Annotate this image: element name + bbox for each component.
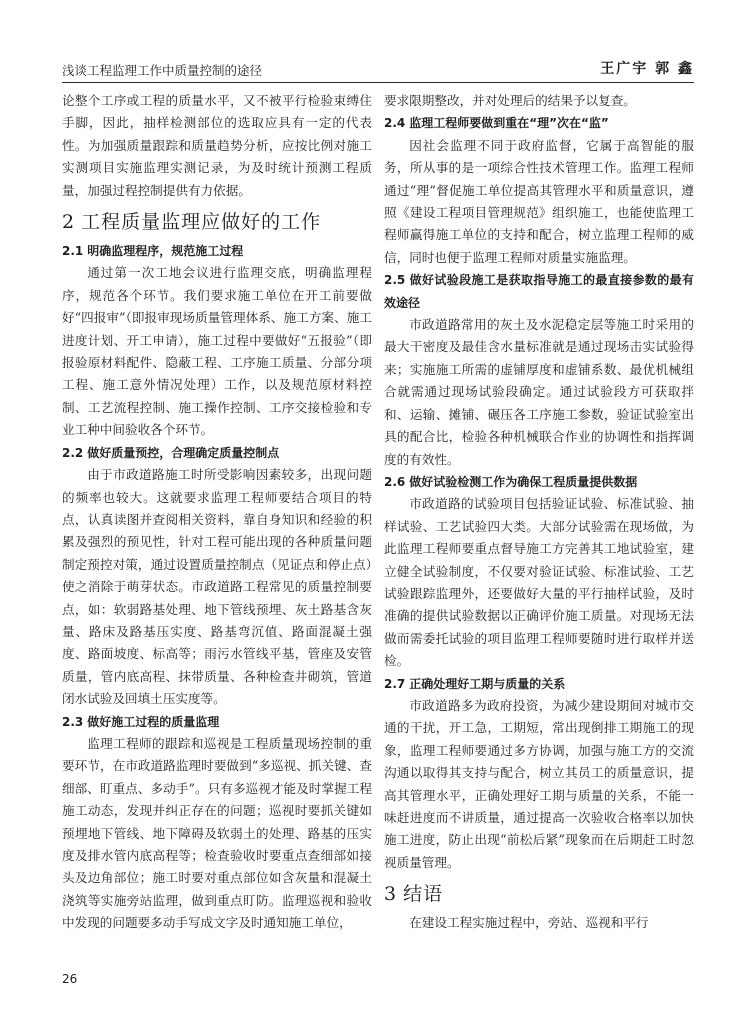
subsection-2-6-heading [384, 471, 694, 493]
subsection-2-3-text: 监理工程师的跟踪和巡视是工程质量现场控制的重要环节，在市政道路监理时要做到“多巡视、抓关键、查细部、盯重点、多动手”。只有多巡视才能及时掌握工程施工动态，发现并纠正存在的问题；巡视时要抓关键如预埋地下管线、地下障碍及软弱土的处理、路基的压实度及排水管内底高程等；检查验收时要重点查细部如接头及边角部位；施工时要对重点部位如含灰量和混凝土浇筑等实施旁站监理，做到重点盯防。监理巡视和验收中发现的问题要多动手写成文字及时通知施工单位， [62, 735, 372, 931]
subsection-number: 2.5 [384, 273, 406, 288]
subsection-title: 做好试验段施工是获取指导施工的最直接参数的最有效途径 [384, 273, 694, 310]
subsection-number: 2.4 [384, 116, 406, 131]
subsection-title: 做好试验检测工作为确保工程质量提供数据 [409, 474, 638, 489]
subsection-number: 2.6 [384, 474, 406, 489]
subsection-2-4-text: 因社会监理不同于政府监督，它属于高智能的服务，所从事的是一项综合性技术管理工作。监理工程师通过“理”督促施工单位提高其管理水平和质量意识，遵照《建设工程项目管理规范》组织施工，也能使监理工程师赢得施工单位的支持和配合，树立监理工程师的威信，同时也便于监理工程师对质量实施监理。 [384, 137, 694, 265]
subsection-2-7-heading [384, 673, 694, 695]
subsection-2-7-text: 市政道路多为政府投资，为减少建设期间对城市交通的干扰，开工急，工期短，常出现倒排工期施工的现象，监理工程师要通过多方协调，加强与施工方的交流沟通以取得其支持与配合，树立其员工的质量意识，提高其管理水平，正确处理好工期与质量的关系，不能一味赶进度而不讲质量，通过提高一次验收合格率以加快施工进度，防止出现“前松后紧”现象而在后期赶工时忽视质量管理。 [384, 697, 694, 870]
authors-header: 王广宇 郭 鑫 [600, 61, 694, 77]
subsection-2-5-heading [384, 269, 694, 314]
subsection-2-4-heading [384, 112, 694, 134]
subsection-2-5-text: 市政道路常用的灰土及水泥稳定层等施工时采用的最大干密度及最佳含水量标准就是通过现场击实试验得来；实施施工所需的虚铺厚度和虚铺系数、最优机械组合就需通过现场试验段确定。通过试验段方可获取拌和、运输、摊铺、碾压各工序施工参数，验证试验室出具的配合比，检验各种机械联合作业的协调性和指挥调度的有效性。 [384, 317, 694, 467]
subsection-number: 2.3 [62, 714, 84, 729]
subsection-number: 2.1 [62, 244, 84, 259]
article-title-header: 浅谈工程监理工作中质量控制的途径 [62, 63, 263, 78]
running-header [62, 52, 694, 83]
section-2-heading [62, 208, 372, 236]
subsection-2-1-text: 通过第一次工地会议进行监理交底，明确监理程序，规范各个环节。我们要求施工单位在开工前要做好“四报审”（即报审现场质量管理体系、施工方案、施工进度计划、开工申请），施工过程中要做好“五报验”（即报验原材料配件、隐蔽工程、工序施工质量、分部分项工程、施工意外情况处理）工作，以及规范原材料控制、工艺流程控制、施工操作控制、工序交接检验和专业工种中间验收各个环节。 [62, 265, 372, 438]
subsection-2-6-text: 市政道路的试验项目包括验证试验、标准试验、抽样试验、工艺试验四大类。大部分试验需在现场做，为此监理工程师要重点督导施工方完善其工地试验室，建立健全试验制度，不仅要对验证试验、标准试验、工艺试验跟踪监理外，还要做好大量的平行抽样试验，及时准确的提供试验数据以正确评价施工质量。对现场无法做而需委托试验的项目监理工程师要随时进行取样并送检。 [384, 496, 694, 669]
section-title: 结语 [403, 883, 444, 906]
subsection-title: 正确处理好工期与质量的关系 [409, 676, 566, 691]
section-3-heading [384, 880, 694, 908]
left-column [62, 90, 372, 935]
subsection-2-2-heading [62, 442, 372, 464]
subsection-2-1-heading [62, 240, 372, 262]
subsection-title: 明确监理程序，规范施工过程 [87, 244, 244, 259]
continued-paragraph: 要求限期整改，并对处理后的结果予以复查。 [384, 93, 636, 108]
subsection-title: 做好施工过程的质量监理 [87, 714, 220, 729]
right-column [384, 90, 694, 935]
subsection-number: 2.7 [384, 676, 406, 691]
subsection-title: 监理工程师要做到重在“理”次在“监” [409, 116, 609, 131]
subsection-title: 做好质量预控，合理确定质量控制点 [87, 445, 280, 460]
subsection-2-2-text: 由于市政道路施工时所受影响因素较多，出现问题的频率也较大。这就要求监理工程师要结合项目的特点，认真读图并查阅相关资料，靠自身知识和经验的积累及强烈的预见性，针对工程可能出现的各种质量问题制定预控对策，通过设置质量控制点（见证点和停止点）使之消除于萌芽状态。市政道路工程常见的质量控制要点，如：软弱路基处理、地下管线预埋、灰土路基含灰量、路床及路基压实度、路基弯沉值、路面混凝土强度、路面坡度、标高等；雨污水管线平基，管座及安管质量，管内底高程、抹带质量、各种检查井砌筑，管道闭水试验及回填土压实度等。 [62, 467, 372, 707]
page-number: 26 [62, 972, 78, 986]
section-number: 2 [62, 211, 76, 234]
subsection-2-3-heading [62, 711, 372, 733]
section-title: 工程质量监理应做好的工作 [81, 211, 322, 234]
continued-paragraph: 论整个工序或工程的质量水平，又不被平行检验束缚住手脚，因此，抽样检测部位的选取应具有一定的代表性。为加强质量跟踪和质量趋势分析，应按比例对施工实测项目实施监理实测记录，为及时统计预测工程质量，加强过程控制提供有力依据。 [62, 93, 372, 198]
section-number: 3 [384, 883, 398, 906]
subsection-number: 2.2 [62, 445, 84, 460]
conclusion-text: 在建设工程实施过程中，旁站、巡视和平行 [409, 915, 649, 931]
